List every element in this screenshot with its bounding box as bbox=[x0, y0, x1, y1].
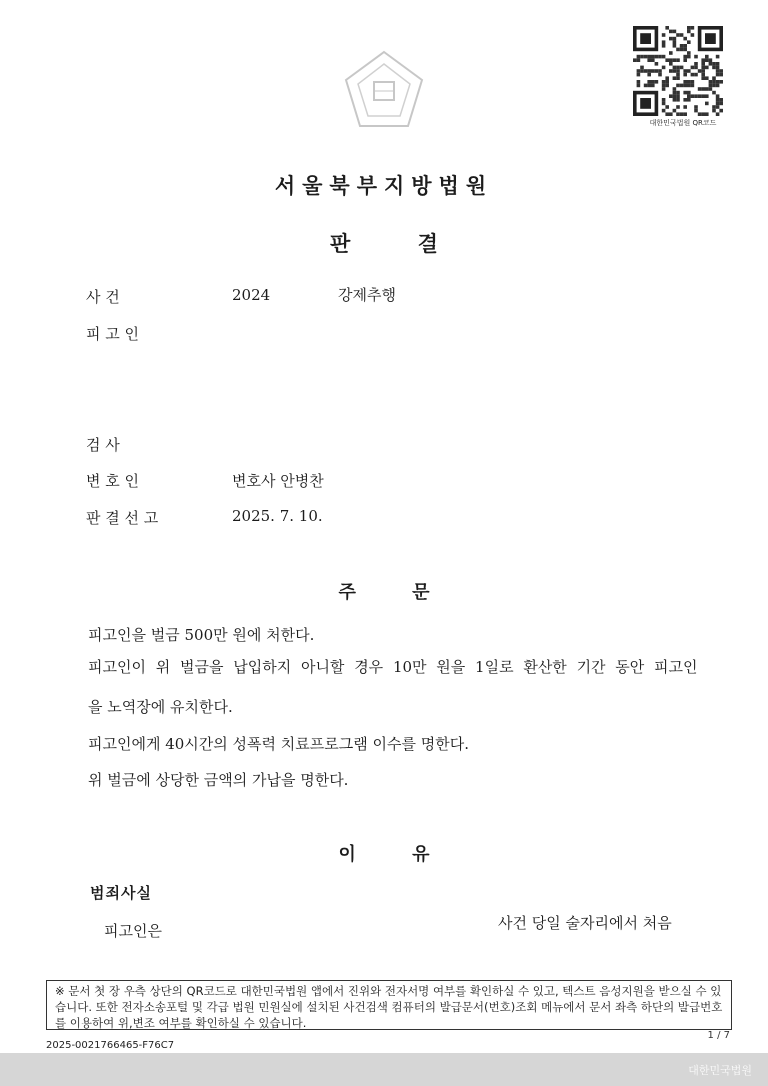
court-name: 서울북부지방법원 bbox=[274, 174, 494, 198]
defense-counsel-value: 변호사 안병찬 bbox=[232, 472, 324, 490]
order-line: 피고인이 위 벌금을 납입하지 아니할 경우 10만 원을 1일로 환산한 기간 동안 피고인 bbox=[88, 658, 698, 676]
facts-line-end: 사건 당일 술자리에서 처음 bbox=[498, 914, 672, 932]
criminal-facts-heading: 범죄사실 bbox=[90, 884, 152, 902]
case-number-value: 2024 bbox=[232, 286, 271, 304]
case-charge-value: 강제추행 bbox=[338, 286, 396, 304]
footer-bar bbox=[0, 1053, 768, 1086]
issue-number: 2025-0021766465-F76C7 bbox=[46, 1040, 175, 1051]
order-heading: 주 문 bbox=[338, 582, 430, 603]
verification-notice: ※ 문서 첫 장 우측 상단의 QR코드로 대한민국법원 앱에서 진위와 전자서명 여부를 확인하실 수 있고, 텍스트 음성지원을 받으실 수 있습니다. 또한 전자소송포털 및 각급 법원 민원실에 설치된 사건검색 컴퓨터의 발급문서(번호)조회 메뉴에서 문서 좌측 하단의 발급번호를 이용하여 위,변조 여부를 확인하실 수 있습니다. bbox=[46, 980, 732, 1030]
prosecutor-label: 검 사 bbox=[86, 436, 120, 454]
order-line: 피고인을 벌금 500만 원에 처한다. bbox=[88, 626, 315, 644]
page-number: 1 / 7 bbox=[707, 1030, 730, 1041]
facts-line-start: 피고인은 bbox=[104, 922, 162, 940]
defendant-label: 피 고 인 bbox=[86, 325, 140, 343]
document-type-title: 판 결 bbox=[330, 232, 438, 256]
defense-counsel-label: 변 호 인 bbox=[86, 472, 140, 490]
order-line: 위 벌금에 상당한 금액의 가납을 명한다. bbox=[88, 771, 349, 789]
judgment-date-label: 판 결 선 고 bbox=[86, 509, 159, 527]
qr-code-icon bbox=[632, 26, 724, 116]
judgment-date-value: 2025. 7. 10. bbox=[232, 507, 323, 525]
order-line: 피고인에게 40시간의 성폭력 치료프로그램 이수를 명한다. bbox=[88, 735, 469, 753]
reasons-heading: 이 유 bbox=[338, 844, 430, 865]
qr-code-label: 대한민국법원 QR코드 bbox=[649, 119, 717, 127]
order-line: 을 노역장에 유치한다. bbox=[88, 698, 233, 716]
court-seal-emblem bbox=[338, 46, 430, 138]
footer-brand: 대한민국법원 bbox=[688, 1064, 752, 1077]
case-number-label: 사 건 bbox=[86, 288, 120, 306]
